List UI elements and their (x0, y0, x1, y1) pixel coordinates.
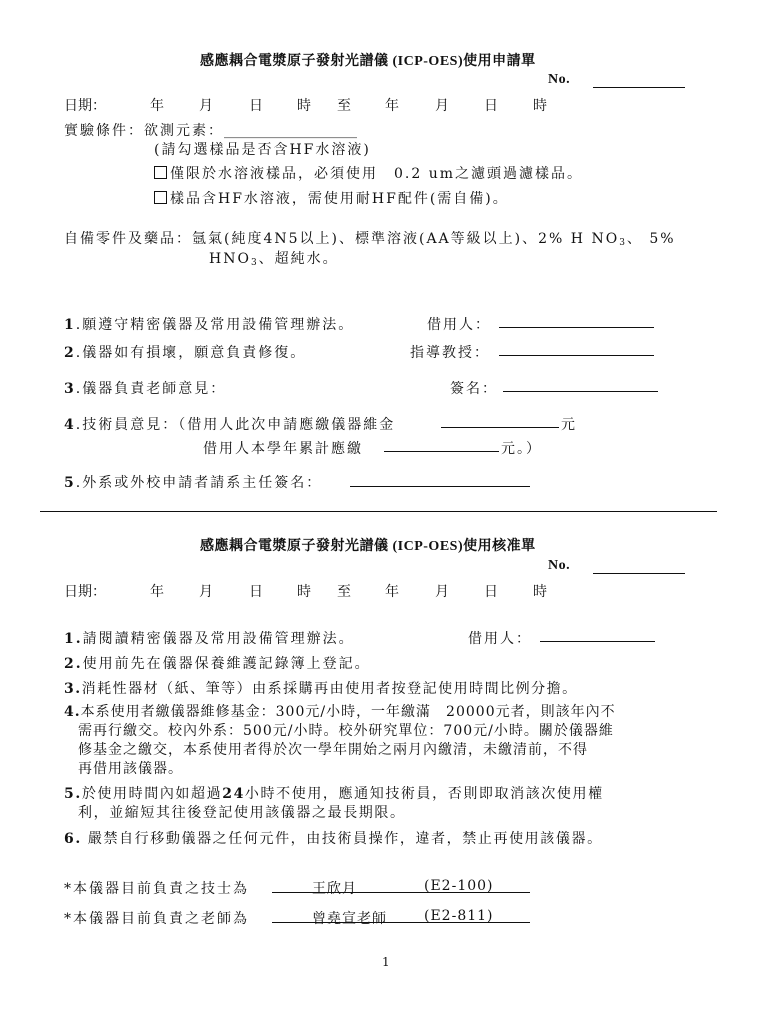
rule-number: 2. (64, 656, 83, 672)
form1-advisor-label: 指導教授： (410, 345, 490, 361)
form2-technician (64, 878, 249, 898)
rule-number: 5. (64, 786, 82, 802)
item-number: 1 (64, 317, 76, 333)
form1-conditions-label: 實驗條件：欲測元素： (64, 123, 224, 139)
form1-item4a (64, 414, 395, 434)
form1-sign-field[interactable] (503, 391, 658, 392)
rule-text: 消耗性器材（紙、筆等）由系採購再由使用者按登記使用時間比例分擔。 (81, 681, 578, 697)
form2-borrower-label: 借用人： (468, 631, 532, 647)
form1-no-label: No. (548, 72, 571, 87)
rule-text: 本系使用者繳儀器維修基金：300元/小時，一年繳滿 20000元者，則該年內不 (80, 704, 616, 720)
form1-conditions (64, 120, 357, 140)
form2-date-unit: 日 (484, 584, 498, 600)
form1-date-unit: 至 (337, 98, 351, 114)
item-text: .儀器負責老師意見： (75, 381, 227, 397)
form2-date-label: 日期： (64, 584, 106, 600)
form1-borrower-label: 借用人： (427, 317, 491, 333)
item-number: 3 (64, 381, 76, 397)
form2-date-unit: 年 (385, 584, 399, 600)
form1-fee-unit: 元 (561, 417, 577, 433)
form1-date-unit: 月 (199, 98, 213, 114)
form1-sign-label: 簽名： (450, 381, 498, 397)
form2-no-field[interactable] (593, 573, 685, 574)
form2-date-unit: 時 (533, 584, 547, 600)
teacher-room: (E2-811) (424, 908, 494, 924)
tech-name: 王欣月 (312, 881, 357, 897)
rule-text: 於使用時間內如超過 (81, 786, 223, 802)
supplies-sub: 3 (619, 238, 627, 248)
rule-text: 請閱讀精密儀器及常用設備管理辦法。 (82, 631, 355, 647)
form1-cumulative-unit: 元。） (501, 441, 542, 457)
rule-number: 1. (64, 631, 83, 647)
form2-borrower-field[interactable] (540, 641, 655, 642)
rule-text: 利，並縮短其往後登記使用該儀器之最長期限。 (78, 805, 406, 821)
item-text: .儀器如有損壞，願意負責修復。 (75, 345, 307, 361)
form1-date-unit: 月 (435, 98, 449, 114)
form1-date-unit: 日 (484, 98, 498, 114)
form2-date-unit: 月 (435, 584, 449, 600)
option1-checkbox[interactable] (154, 166, 167, 179)
form1-date-row (64, 95, 664, 113)
form1-title: 感應耦合電漿原子發射光譜儀 (ICP-OES)使用申請單 (200, 54, 536, 69)
item-number: 2 (64, 345, 76, 361)
form2-date-unit: 年 (150, 584, 164, 600)
form1-no-field[interactable] (593, 87, 685, 88)
tech-label: *本儀器目前負責之技士為 (64, 881, 249, 897)
supplies-tail: 、超純水。 (258, 251, 339, 267)
rule-text: 嚴禁自行移動儀器之任何元件，由技術員操作，違者，禁止再使用該儀器。 (81, 831, 603, 847)
form1-date-label: 日期： (64, 98, 106, 114)
form1-fee-field[interactable] (441, 427, 559, 428)
form2-date-unit: 月 (199, 584, 213, 600)
form2-rule3 (64, 678, 578, 698)
rule-text: 小時不使用，應通知技術員，否則即取消該次使用權 (244, 786, 604, 802)
form1-advisor-field[interactable] (499, 355, 654, 356)
page-number: 1 (382, 955, 390, 969)
form1-item5 (64, 472, 322, 492)
item-number: 4 (64, 417, 76, 433)
rule-number: 6. (64, 831, 82, 847)
rule-text: 修基金之繳交，本系使用者得於次一學年開始之兩月內繳清，未繳清前，不得 (78, 742, 588, 758)
supplies-text: 自備零件及藥品：氬氣(純度4N5以上)、標準溶液(AA等級以上)、2% H NO (64, 231, 620, 247)
tech-room: (E2-100) (424, 878, 494, 894)
teacher-label: *本儀器目前負責之老師為 (64, 911, 249, 927)
form1-elements-field[interactable]: ___________________ (224, 123, 357, 139)
rule-text: 再借用該儀器。 (78, 761, 183, 777)
form1-date-unit: 時 (533, 98, 547, 114)
item-text: .外系或外校申請者請系主任簽名： (75, 475, 323, 491)
form1-item3 (64, 378, 226, 398)
form1-chair-sign-field[interactable] (350, 486, 530, 487)
rule-text: 使用前先在儀器保養維護記錄簿上登記。 (82, 656, 371, 672)
form2-rule6 (64, 828, 603, 848)
form1-cumulative-field[interactable] (384, 451, 499, 452)
rule-text: 需再行繳交。校內外系：500元/小時。校外研究單位：700元/小時。關於儀器維 (78, 723, 614, 739)
form1-hf-prompt: (請勾選樣品是否含HF水溶液) (154, 142, 371, 158)
form1-date-unit: 時 (297, 98, 311, 114)
form2-date-row (64, 581, 664, 599)
supplies-sub: 3 (250, 258, 259, 268)
item-number: 5 (64, 475, 76, 491)
form1-supplies-line1 (64, 228, 676, 248)
rule-hours: 24 (222, 786, 245, 802)
option2-checkbox[interactable] (154, 191, 167, 204)
rule-number: 4. (64, 704, 81, 720)
teacher-name: 曾堯宣老師 (312, 911, 387, 927)
form2-date-unit: 日 (249, 584, 263, 600)
form2-teacher (64, 908, 249, 928)
form1-date-unit: 年 (385, 98, 399, 114)
form2-rule5 (64, 785, 604, 823)
form1-option1-label: 僅限於水溶液樣品，必須使用 0.2 um之濾頭過濾樣品。 (170, 166, 584, 182)
item-text: .技術員意見：（借用人此次申請應繳儀器維金 (75, 417, 396, 433)
form1-option2-label: 樣品含HF水溶液，需使用耐HF配件(需自備)。 (170, 191, 509, 207)
form2-rule2 (64, 653, 371, 673)
form2-date-unit: 時 (297, 584, 311, 600)
form1-item4b: 借用人本學年累計應繳 (203, 441, 363, 457)
form2-title: 感應耦合電漿原子發射光譜儀 (ICP-OES)使用核准單 (200, 539, 536, 554)
form1-supplies-line2 (209, 248, 339, 268)
section-divider (40, 511, 717, 512)
item-text: .願遵守精密儀器及常用設備管理辦法。 (75, 317, 355, 333)
form2-rule1 (64, 628, 355, 648)
form1-date-unit: 年 (150, 98, 164, 114)
form1-date-unit: 日 (249, 98, 263, 114)
form1-item2 (64, 342, 306, 362)
form2-date-unit: 至 (337, 584, 351, 600)
rule-number: 3. (64, 681, 82, 697)
supplies-text: HNO (209, 251, 251, 267)
form1-borrower-field[interactable] (499, 327, 654, 328)
form2-rule4 (64, 703, 616, 779)
form1-option2 (154, 188, 509, 208)
form2-no-label: No. (548, 558, 571, 573)
form1-option1 (154, 163, 583, 183)
form1-item1 (64, 314, 354, 334)
supplies-tail: 、 5% (626, 231, 676, 247)
